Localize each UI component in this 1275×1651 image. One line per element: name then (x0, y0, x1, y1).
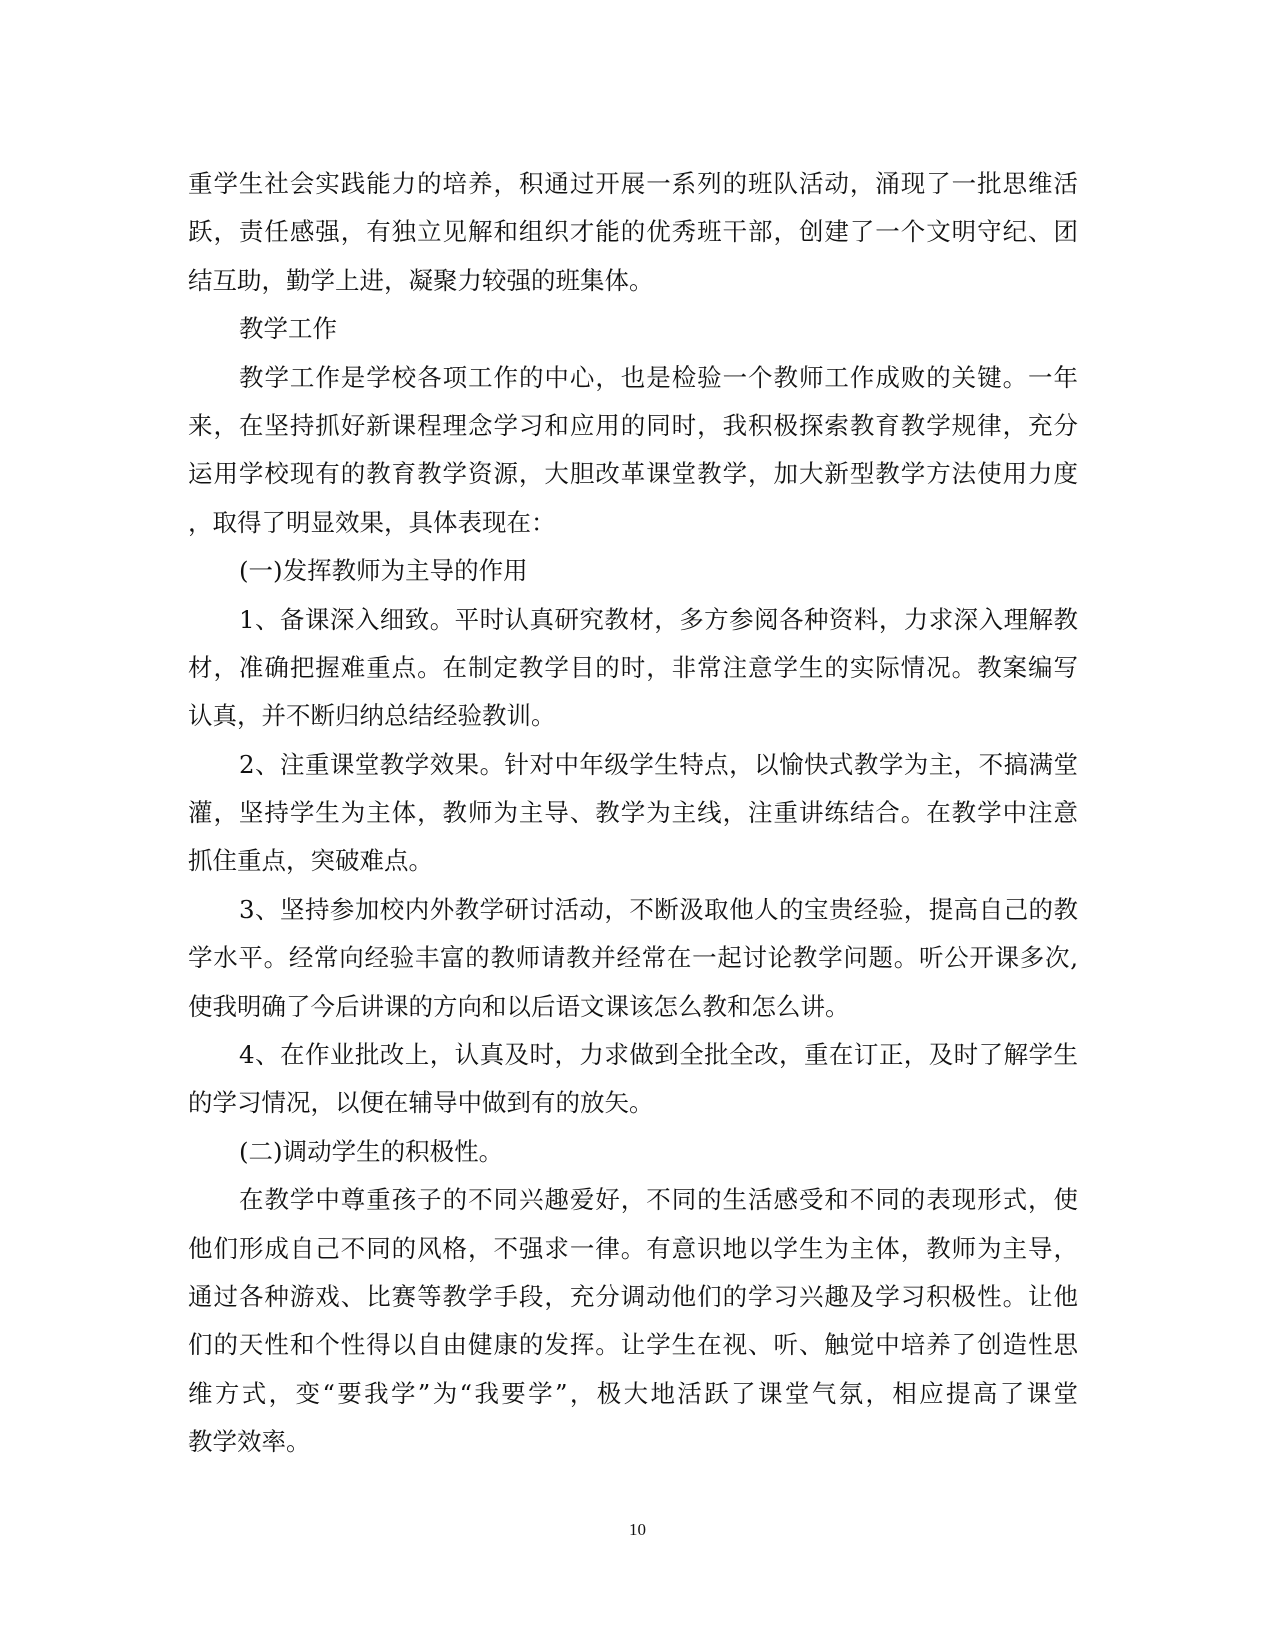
text-line: 通过各种游戏、比赛等教学手段，充分调动他们的学习兴趣及学习积极性。让他 (188, 1281, 1078, 1311)
text-line: 认真，并不断归纳总结经验教训。 (188, 701, 556, 731)
text-line: 使我明确了今后讲课的方向和以后语文课该怎么教和怎么讲。 (188, 991, 850, 1021)
text-line: 们的天性和个性得以自由健康的发挥。让学生在视、听、触觉中培养了创造性思 (188, 1330, 1078, 1360)
text-line: 维方式，变“要我学”为“我要学”，极大地活跃了课堂气氛，相应提高了课堂 (188, 1378, 1078, 1408)
text-line: 重学生社会实践能力的培养，积通过开展一系列的班队活动，涌现了一批思维活 (188, 169, 1078, 198)
text-line: (二)调动学生的积极性。 (239, 1136, 504, 1166)
text-line: 学水平。经常向经验丰富的教师请教并经常在一起讨论教学问题。听公开课多次, (188, 943, 1078, 973)
text-line: (一)发挥教师为主导的作用 (239, 556, 528, 586)
text-line: 在教学中尊重孩子的不同兴趣爱好，不同的生活感受和不同的表现形式，使 (239, 1185, 1078, 1215)
text-line: ，取得了明显效果，具体表现在： (188, 507, 556, 537)
text-line: 教学效率。 (188, 1427, 311, 1457)
page-number: 10 (629, 1520, 646, 1539)
text-line: 结互助，勤学上进，凝聚力较强的班集体。 (188, 265, 654, 295)
text-line: 教学工作是学校各项工作的中心，也是检验一个教师工作成败的关键。一年 (239, 362, 1078, 392)
text-line: 4、在作业批改上，认真及时，力求做到全批全改，重在订正，及时了解学生 (239, 1040, 1078, 1070)
text-line: 抓住重点，突破难点。 (188, 846, 433, 876)
text-line: 来，在坚持抓好新课程理念学习和应用的同时，我积极探索教育教学规律，充分 (188, 410, 1078, 440)
body-text (188, 160, 1078, 1467)
text-line: 材，准确把握难重点。在制定教学目的时，非常注意学生的实际情况。教案编写 (188, 652, 1078, 682)
text-line: 教学工作 (239, 314, 337, 344)
text-line: 运用学校现有的教育教学资源，大胆改革课堂教学，加大新型教学方法使用力度 (188, 459, 1078, 489)
text-line: 2、注重课堂教学效果。针对中年级学生特点，以愉快式教学为主，不搞满堂 (239, 749, 1078, 779)
text-line: 跃，责任感强，有独立见解和组织才能的优秀班干部，创建了一个文明守纪、团 (188, 217, 1078, 247)
text-line: 1、备课深入细致。平时认真研究教材，多方参阅各种资料，力求深入理解教 (239, 604, 1078, 634)
text-line: 灌，坚持学生为主体，教师为主导、教学为主线，注重讲练结合。在教学中注意 (188, 798, 1078, 828)
text-line: 的学习情况，以便在辅导中做到有的放矢。 (188, 1088, 654, 1118)
text-line: 3、坚持参加校内外教学研讨活动，不断汲取他人的宝贵经验，提高自己的教 (239, 894, 1078, 924)
text-line: 他们形成自己不同的风格，不强求一律。有意识地以学生为主体，教师为主导， (188, 1233, 1078, 1263)
